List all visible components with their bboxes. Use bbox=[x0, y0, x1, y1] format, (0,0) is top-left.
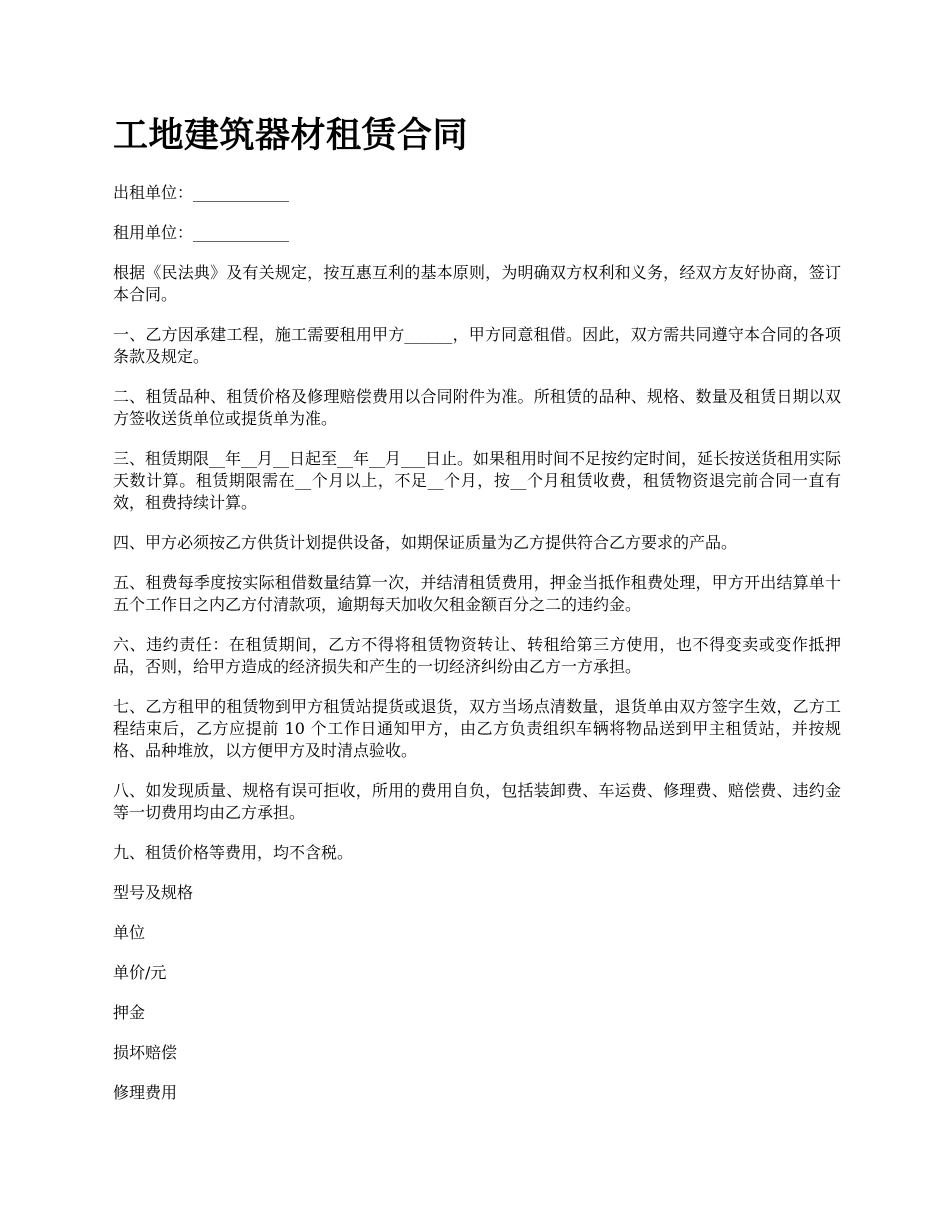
clause-4: 四、甲方必须按乙方供货计划提供设备，如期保证质量为乙方提供符合乙方要求的产品。 bbox=[113, 533, 738, 552]
clause-9: 九、租赁价格等费用，均不含税。 bbox=[113, 843, 354, 862]
table-label-price: 单价/元 bbox=[113, 963, 167, 982]
clause-6: 六、违约责任：在租赁期间，乙方不得将租赁物资转让、转租给第三方使用，也不得变卖或变作抵押品，否则，给甲方造成的经济损失和产生的一切经济纠纷由乙方一方承担。 bbox=[113, 635, 841, 676]
table-label-damage: 损坏赔偿 bbox=[113, 1043, 178, 1062]
clause-7: 七、乙方租甲的租赁物到甲方租赁站提货或退货，双方当场点清数量，退货单由双方签字生效，乙方工程结束后，乙方应提前 10 个工作日通知甲方，由乙方负责组织车辆将物品送到甲主租赁站，并按规格、品种堆放，以方便甲方及时清点验收。 bbox=[113, 697, 841, 760]
clause-3: 三、租赁期限__年__月__日起至__年__月___日止。如果租用时间不足按约定时间，延长按送货租用实际天数计算。租赁期限需在__个月以上，不足__个月，按__个月租赁收费，租赁物资退完前合同一直有效，租费持续计算。 bbox=[113, 449, 842, 512]
document-page bbox=[113, 110, 841, 1122]
table-label-unit: 单位 bbox=[113, 923, 146, 942]
clause-8: 八、如发现质量、规格有误可拒收，所用的费用自负，包括装卸费、车运费、修理费、赔偿费、违约金等一切费用均由乙方承担。 bbox=[113, 781, 841, 822]
lessee-field: 租用单位：____________ bbox=[113, 223, 290, 242]
intro-paragraph: 根据《民法典》及有关规定，按互惠互利的基本原则，为明确双方权利和义务，经双方友好协商，签订本合同。 bbox=[113, 263, 841, 304]
lessor-field: 出租单位：____________ bbox=[113, 183, 290, 202]
clause-5: 五、租费每季度按实际租借数量结算一次，并结清租赁费用，押金当抵作租费处理，甲方开出结算单十五个工作日之内乙方付清款项，逾期每天加收欠租金额百分之二的违约金。 bbox=[113, 573, 841, 614]
clause-2: 二、租赁品种、租赁价格及修理赔偿费用以合同附件为准。所租赁的品种、规格、数量及租赁日期以双方签收送货单位或提货单为准。 bbox=[113, 387, 841, 428]
table-label-deposit: 押金 bbox=[113, 1003, 146, 1022]
table-label-repair: 修理费用 bbox=[113, 1083, 178, 1102]
table-label-model: 型号及规格 bbox=[113, 883, 194, 902]
document-title: 工地建筑器材租赁合同 bbox=[113, 115, 469, 156]
clause-1: 一、乙方因承建工程，施工需要租用甲方______，甲方同意租借。因此，双方需共同遵守本合同的各项条款及规定。 bbox=[113, 325, 841, 366]
